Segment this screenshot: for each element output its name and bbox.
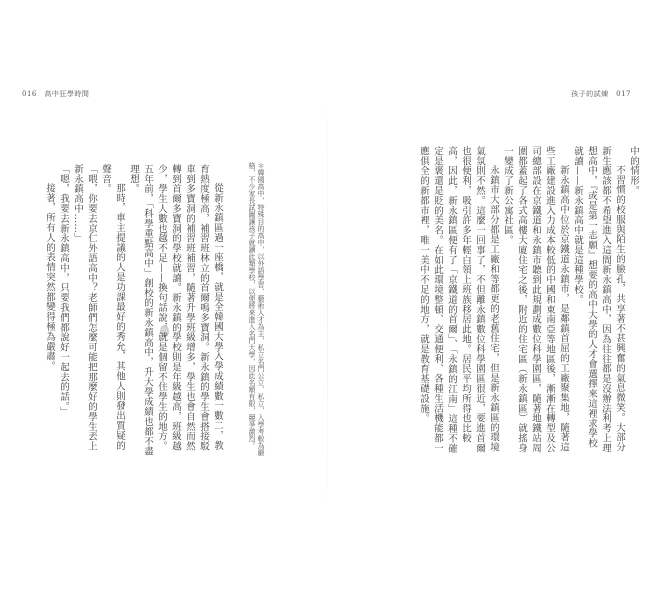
- right-running-header: 孩子的試煉 017: [571, 90, 631, 98]
- paragraph: 新永鎮高中位於京鐵道永鎮市，是鄰鎮首屈的工廠聚集地，隨著這些工廠建設進入力成本較低的中國和東南亞等地區後，漸漸在轉型及公司總部設在京鐵道和永鎮市聽到此規劃成數位科學園區，隨著地鐵站周圍都蓋起了各式高樓大廈住宅之後，附近的住宅區（新永鎮區）就搖身一變成了新公寓社區。: [502, 146, 569, 453]
- dialogue-line: 「嗯，我要去新永鎮高中，只要我們都說好一起去的話。」: [58, 164, 69, 417]
- paragraph: 從新永鎮區過一座橋，就是全韓國大學入學成績數一數二，教育熱度極高，補習班林立的首爾鳴多寶洞。新永鎮的學生會搭接駁車到多寶洞的補習班補習，隨著升學班級增多，學生也會自然而然轉到首爾多寶洞的學校就讀。新永鎮的學校則是年級越高，班級越少，學生人數也越不足——換句話說，就是個留不住學生的地方。五年前，「科學重點高中」創校的新永鎮高中，升大學成績也都不盡理想。: [128, 164, 223, 457]
- paragraph: 接著，所有人的表情突然都變得極為嚴肅。: [44, 183, 55, 372]
- dialogue-line: 「喂，你要去京仁外語高中？老師們怎麼可能把那麼好的學生丟上新永鎮高中……」: [72, 164, 97, 452]
- paragraph: 中的情形。: [628, 146, 639, 196]
- right-page-body: [372, 146, 640, 454]
- book-gutter: [327, 80, 328, 530]
- paragraph: 那時，車主提議的人是功課最好的秀允，其他人則發出質疑的聲音。: [100, 164, 125, 451]
- left-page-body: [34, 164, 224, 460]
- paragraph: 不習慣的校服與陌生的臉孔，共享著不甚興奮的氣息微笑。大部分新生應該都不希望進入這間新永鎮高中，因為往往都是沒辦法利考上理想高中，『或是第一志願』想要的高中大學的人才會選擇來這裡求學校就讀——新永鎮高中就是這種學校。: [572, 146, 625, 453]
- paragraph: 永鎮市大部分都是工廠和等都更的老舊住宅，但是新永鎮區的環境氣氛則不然。這麼一回事了，不但離永鎮數位科學園區很近，要進首爾也很便利，吸引許多年輕白領上班族移居此地。居民平均所得也比較高，因此，新永鎮區便有了「京鐵道的首爾」、「永鎮的江南」這種不確定是褒還是貶的美名。在如此環境整頓、交通便利、各種生活機能都一應俱全的新都市裡，唯一美中不足的地方，就是教育基礎設施。: [418, 146, 499, 454]
- left-running-header: 016 高中狂學時間: [22, 90, 90, 98]
- footnote: ＊韓國高中，特殊目的高中，以外語學習、藝術人才為主，私立名門公立、私立，入學考較為嚴格，不少家長試圖讓孩子就讀此類學校，以便將來進入名門大學，因此名額有限，競爭激烈。: [248, 162, 265, 456]
